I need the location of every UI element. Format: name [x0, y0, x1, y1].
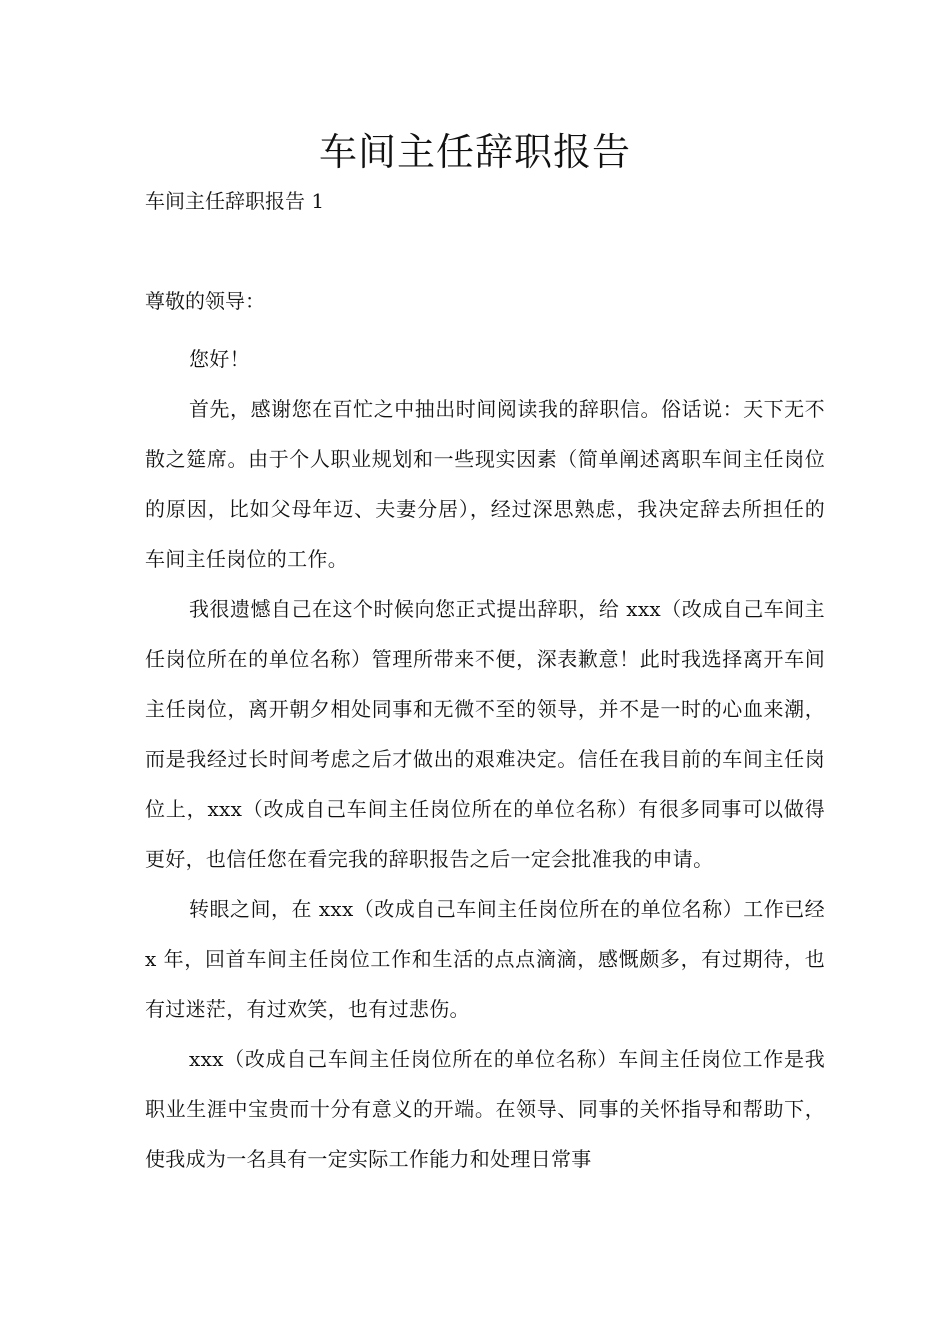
greeting-paragraph: 您好！ — [189, 347, 250, 371]
body-paragraph: 转眼之间，在 xxx（改成自己车间主任岗位所在的单位名称）工作已经 x 年，回首车间主任岗位工作和生活的点点滴滴，感慨颇多，有过期待，也有过迷茫，有过欢笑，也有过悲伤。 — [145, 897, 825, 1021]
letter-body — [145, 334, 825, 1184]
document-title: 车间主任辞职报告 — [318, 130, 631, 174]
salutation: 尊敬的领导： — [145, 289, 265, 313]
document-subtitle: 车间主任辞职报告 1 — [145, 189, 325, 213]
body-paragraph: 我很遗憾自己在这个时候向您正式提出辞职，给 xxx（改成自己车间主任岗位所在的单位名称）管理所带来不便，深表歉意！此时我选择离开车间主任岗位，离开朝夕相处同事和无微不至的领导，并不是一时的心血来潮，而是我经过长时间考虑之后才做出的艰难决定。信任在我目前的车间主任岗位上，xxx（改成自己车间主任岗位所在的单位名称）有很多同事可以做得更好，也信任您在看完我的辞职报告之后一定会批准我的申请。 — [145, 597, 825, 871]
body-paragraph: 首先，感谢您在百忙之中抽出时间阅读我的辞职信。俗话说：天下无不散之筵席。由于个人职业规划和一些现实因素（简单阐述离职车间主任岗位的原因，比如父母年迈、夫妻分居），经过深思熟虑，我决定辞去所担任的车间主任岗位的工作。 — [145, 397, 825, 571]
body-paragraph: xxx（改成自己车间主任岗位所在的单位名称）车间主任岗位工作是我职业生涯中宝贵而十分有意义的开端。在领导、同事的关怀指导和帮助下，使我成为一名具有一定实际工作能力和处理日常事 — [145, 1047, 825, 1171]
